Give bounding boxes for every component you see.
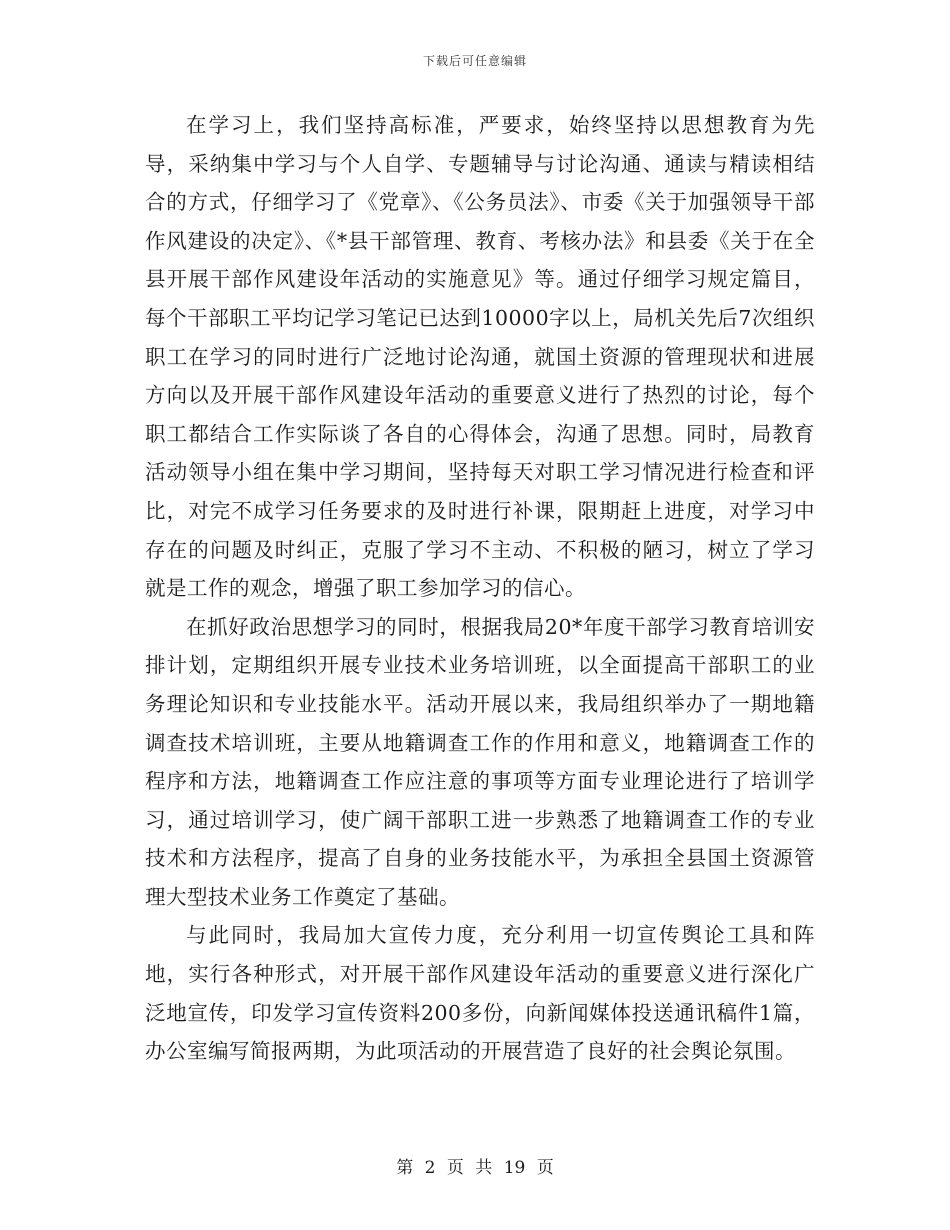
paragraph-publicity: 与此同时，我局加大宣传力度，充分利用一切宣传舆论工具和阵地，实行各种形式，对开展干部作风建设年活动的重要意义进行深化广泛地宣传，印发学习宣传资料200多份，向新闻媒体投送通讯稿件1篇，办公室编写简报两期，为此项活动的开展营造了良好的社会舆论氛围。 [145,923,815,1064]
page-header: 下载后可任意编辑 [422,54,527,68]
page-number: 第 2 页 共 19 页 [396,1158,554,1178]
paragraph-training: 在抓好政治思想学习的同时，根据我局20*年度干部学习教育培训安排计划，定期组织开展专业技术业务培训班，以全面提高干部职工的业务理论知识和专业技能水平。活动开展以来，我局组织举办了一期地籍调查技术培训班，主要从地籍调查工作的作用和意义，地籍调查工作的程序和方法，地籍调查工作应注意的事项等方面专业理论进行了培训学习，通过培训学习，使广阔干部职工进一步熟悉了地籍调查工作的专业技术和方法程序，提高了自身的业务技能水平，为承担全县国土资源管理大型技术业务工作奠定了基础。 [145,614,815,909]
document-body [145,106,815,1071]
paragraph-study: 在学习上，我们坚持高标准，严要求，始终坚持以思想教育为先导，采纳集中学习与个人自学、专题辅导与讨论沟通、通读与精读相结合的方式，仔细学习了《党章》、《公务员法》、市委《关于加强领导干部作风建设的决定》、《*县干部管理、教育、考核办法》和县委《关于在全县开展干部作风建设年活动的实施意见》等。通过仔细学习规定篇目，每个干部职工平均记学习笔记已达到10000字以上，局机关先后7次组织职工在学习的同时进行广泛地讨论沟通，就国土资源的管理现状和进展方向以及开展干部作风建设年活动的重要意义进行了热烈的讨论，每个职工都结合工作实际谈了各自的心得体会，沟通了思想。同时，局教育活动领导小组在集中学习期间，坚持每天对职工学习情况进行检查和评比，对完不成学习任务要求的及时进行补课，限期赶上进度，对学习中存在的问题及时纠正，克服了学习不主动、不积极的陋习，树立了学习就是工作的观念，增强了职工参加学习的信心。 [145,113,815,601]
